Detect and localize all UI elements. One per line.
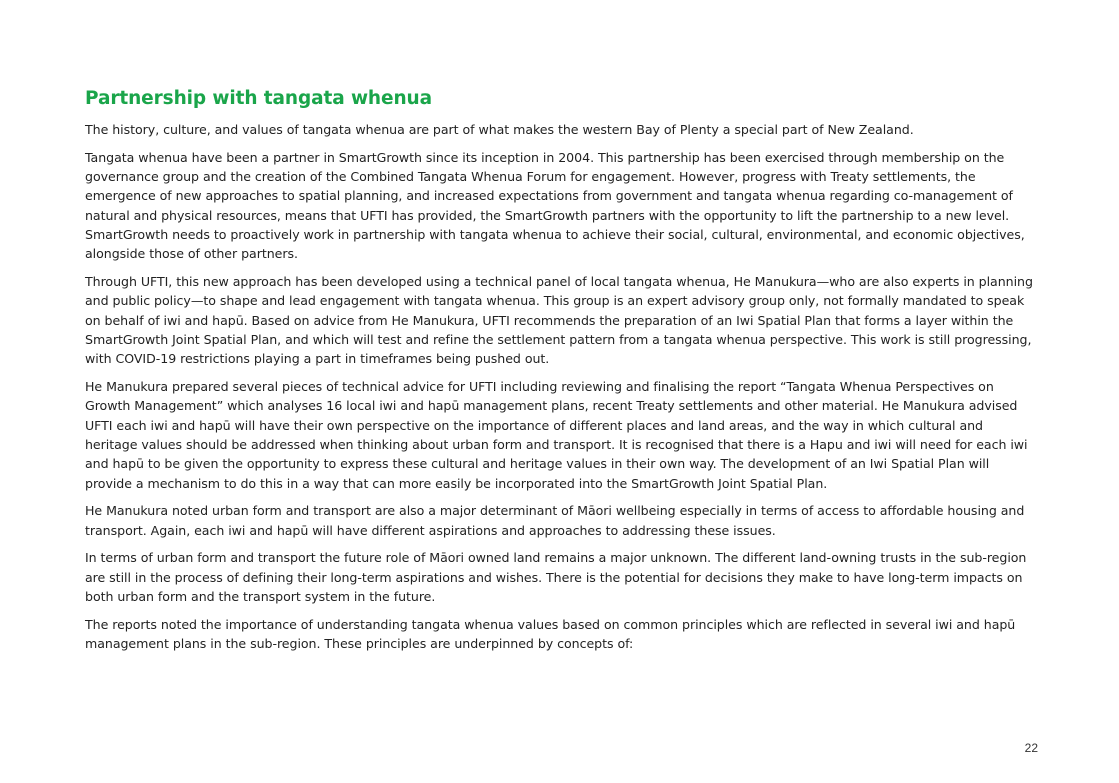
paragraph-technical-advice: He Manukura prepared several pieces of technical advice for UFTI including reviewing and finalising the report “Tangata Whenua Perspectives on Growth Management” which analyses 16 local iwi and hapū management plans, recent Treaty settlements and other material. He Manukura advised UFTI each iwi and hapū will have their own perspective on the importance of different places and land areas, and the way in which cultural and heritage values should be addressed when thinking about urban form and transport. It is recognised that there is a Hapu and iwi will need for each iwi and hapū to be given the opportunity to express these cultural and heritage values in their own way. The development of an Iwi Spatial Plan will provide a mechanism to do this in a way that can more easily be incorporated into the SmartGrowth Joint Spatial Plan. <box>85 379 1028 491</box>
section-heading: Partnership with tangata whenua <box>85 88 432 109</box>
page-number: 22 <box>1024 741 1038 755</box>
paragraph-ufti-approach: Through UFTI, this new approach has been developed using a technical panel of local tangata whenua, He Manukura—who are also experts in planning and public policy—to shape and lead engagement with tangata whenua. This group is an expert advisory group only, not formally mandated to speak on behalf of iwi and hapū. Based on advice from He Manukura, UFTI recommends the preparation of an Iwi Spatial Plan that forms a layer within the SmartGrowth Joint Spatial Plan, and which will test and refine the settlement pattern from a tangata whenua perspective. This work is still progressing, with COVID-19 restrictions playing a part in timeframes being pushed out. <box>85 274 1033 367</box>
paragraph-maori-wellbeing: He Manukura noted urban form and transport are also a major determinant of Māori wellbeing especially in terms of access to affordable housing and transport. Again, each iwi and hapū will have different aspirations and approaches to addressing these issues. <box>85 503 1025 538</box>
paragraph-smartgrowth-partnership: Tangata whenua have been a partner in SmartGrowth since its inception in 2004. This partnership has been exercised through membership on the governance group and the creation of the Combined Tangata Whenua Forum for engagement. However, progress with Treaty settlements, the emergence of new approaches to spatial planning, and increased expectations from government and tangata whenua regarding co-management of natural and physical resources, means that UFTI has provided, the SmartGrowth partners with the opportunity to lift the partnership to a new level. SmartGrowth needs to proactively work in partnership with tangata whenua to achieve their social, cultural, environmental, and economic objectives, alongside those of other partners. <box>85 149 1025 262</box>
document-body <box>85 86 1035 662</box>
paragraph-maori-owned-land: In terms of urban form and transport the future role of Māori owned land remains a major unknown. The different land-owning trusts in the sub-region are still in the process of defining their long-term aspirations and wishes. There is the potential for decisions they make to have long-term impacts on both urban form and the transport system in the future. <box>85 550 1027 605</box>
paragraph-intro: The history, culture, and values of tangata whenua are part of what makes the western Bay of Plenty a special part of New Zealand. <box>85 122 914 137</box>
paragraph-common-principles: The reports noted the importance of understanding tangata whenua values based on common principles which are reflected in several iwi and hapū management plans in the sub-region. These principles are underpinned by concepts of: <box>85 616 1016 652</box>
